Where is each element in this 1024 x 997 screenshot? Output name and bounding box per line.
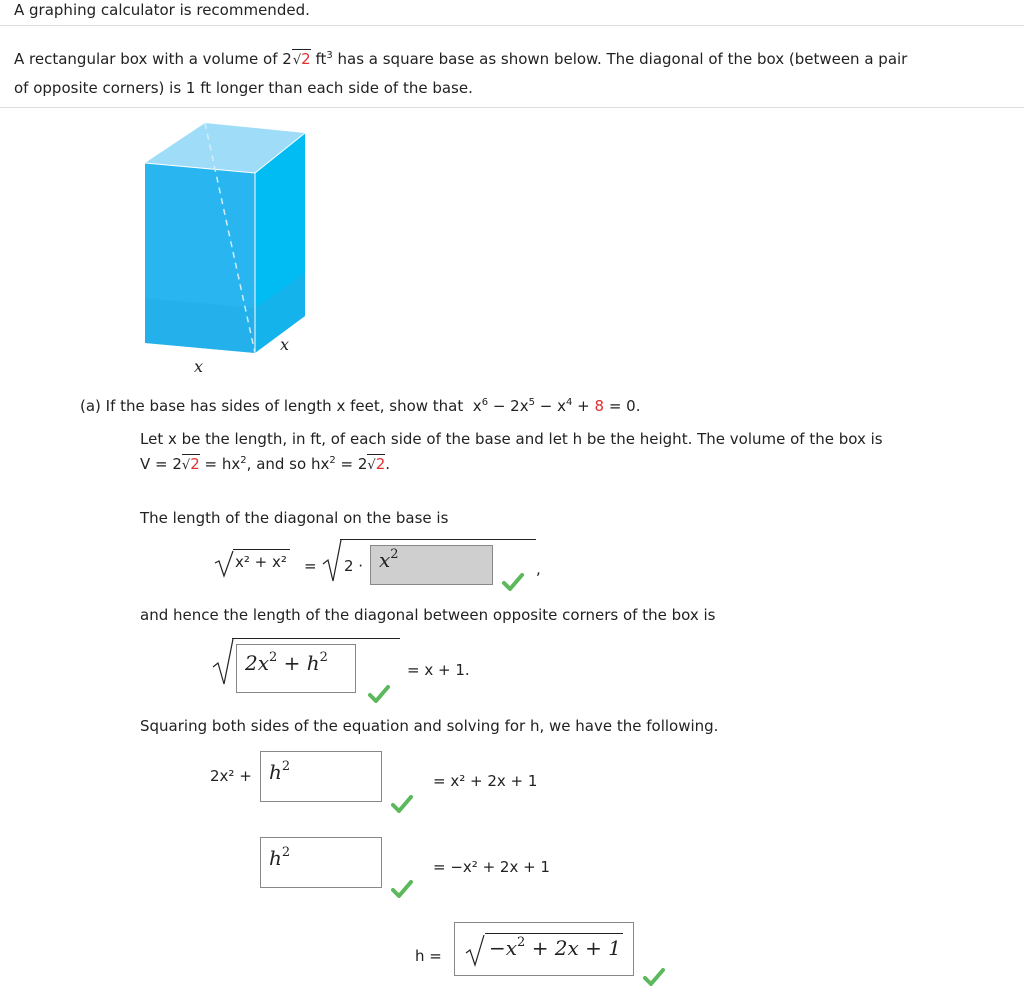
box-diagonal-label: and hence the length of the diagonal between opposite corners of the box is — [140, 606, 716, 624]
h-squared-answer-field[interactable]: $h^2$ — [260, 837, 382, 888]
squaring-answer-field[interactable]: $h^2$ — [260, 751, 382, 802]
radical-sign — [465, 933, 485, 967]
calculator-note: A graphing calculator is recommended. — [14, 1, 310, 19]
box-diagonal-rhs: = x + 1. — [407, 661, 470, 679]
base-diagonal-answer-field[interactable]: $x^2$ — [370, 545, 493, 585]
correct-check-icon — [643, 968, 665, 986]
base-diagonal-label: The length of the diagonal on the base is — [140, 509, 449, 527]
correct-check-icon — [391, 880, 413, 898]
h-label: h = — [415, 947, 442, 965]
comma: , — [536, 560, 541, 578]
divider — [0, 107, 1024, 108]
problem-line-2: of opposite corners) is 1 ft longer than each side of the base. — [14, 79, 473, 97]
h-answer-field[interactable]: $-x^2 + 2x + 1$ — [454, 922, 634, 976]
correct-check-icon — [391, 795, 413, 813]
box-figure — [140, 118, 310, 378]
radical-bar — [340, 539, 536, 540]
volume-equation: $V = 2√2 = hx^2$, and so $hx^2 = 2√2$. — [140, 455, 391, 473]
part-a-prompt: (a) If the base has sides of length x feet, show that $x^6 - 2x^5 - x^4 + 8 = 0$. — [80, 397, 641, 415]
squaring-rhs: = x² + 2x + 1 — [433, 772, 538, 790]
figure-label-x-right: x — [280, 335, 290, 354]
h-squared-rhs: = −x² + 2x + 1 — [433, 858, 550, 876]
base-diagonal-coef: 2 · — [344, 557, 364, 575]
correct-check-icon — [368, 685, 390, 703]
problem-line-1: A rectangular box with a volume of 2√2 $ft^3$ has a square base as shown below. The diagonal of the box (between a pair — [14, 50, 908, 68]
squaring-label: Squaring both sides of the equation and solving for h, we have the following. — [140, 717, 719, 735]
figure-label-x-left: x — [194, 357, 204, 376]
base-diagonal-lhs: x² + x² — [233, 549, 290, 571]
divider — [0, 25, 1024, 26]
correct-check-icon — [502, 573, 524, 591]
squaring-lhs: 2x² + — [210, 767, 252, 785]
equals-sign: = — [304, 557, 317, 575]
radical-sign — [212, 637, 234, 687]
radical-sign — [214, 549, 234, 579]
radical-sign — [322, 538, 342, 584]
radical-bar — [232, 638, 400, 639]
box-diagonal-answer-field[interactable]: $2x^2 + h^2$ — [236, 644, 356, 693]
solution-line-1: Let x be the length, in ft, of each side of the base and let h be the height. The volume of the box is — [140, 430, 883, 448]
